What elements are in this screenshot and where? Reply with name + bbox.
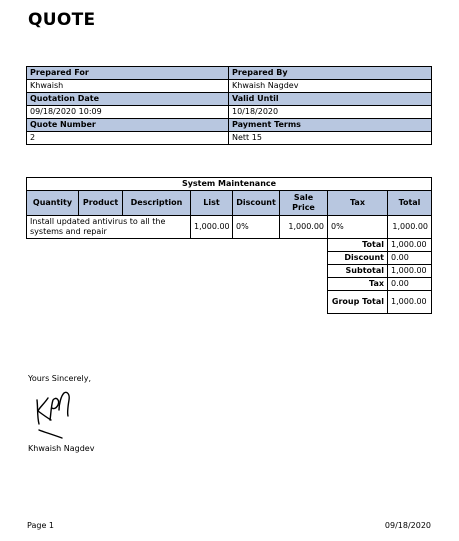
table-row (27, 216, 432, 239)
signature-image (28, 386, 78, 440)
col-header-product: Product (79, 191, 123, 216)
item-total: 1,000.00 (388, 216, 432, 239)
tax-value: 0.00 (388, 278, 432, 291)
subtotal-label: Subtotal (328, 265, 388, 278)
quote-number-label: Quote Number (27, 119, 229, 132)
valid-until-value: 10/18/2020 (229, 106, 432, 119)
col-header-list: List (191, 191, 233, 216)
discount-label: Discount (328, 252, 388, 265)
valid-until-label: Valid Until (229, 93, 432, 106)
payment-terms-value: Nett 15 (229, 132, 432, 145)
quotation-date-value: 09/18/2020 10:09 (27, 106, 229, 119)
closing-text: Yours Sincerely, (28, 374, 92, 383)
quote-number-value: 2 (27, 132, 229, 145)
item-discount: 0% (233, 216, 280, 239)
footer-date: 09/18/2020 (384, 521, 431, 530)
col-header-discount: Discount (233, 191, 280, 216)
page-number: Page 1 (27, 521, 54, 530)
item-tax: 0% (328, 216, 388, 239)
line-items-table (26, 177, 432, 314)
item-description: Install updated antivirus to all the systems and repair (27, 216, 191, 239)
col-header-sale-price: Sale Price (280, 191, 328, 216)
group-total-value: 1,000.00 (388, 291, 432, 314)
subtotal-value: 1,000.00 (388, 265, 432, 278)
item-list: 1,000.00 (191, 216, 233, 239)
col-header-tax: Tax (328, 191, 388, 216)
payment-terms-label: Payment Terms (229, 119, 432, 132)
prepared-by-label: Prepared By (229, 67, 432, 80)
item-sale-price: 1,000.00 (280, 216, 328, 239)
signer-name: Khwaish Nagdev (28, 444, 95, 453)
col-header-description: Description (123, 191, 191, 216)
quote-title: QUOTE (28, 10, 96, 30)
prepared-by-value: Khwaish Nagdev (229, 80, 432, 93)
quotation-date-label: Quotation Date (27, 93, 229, 106)
prepared-for-label: Prepared For (27, 67, 229, 80)
discount-value: 0.00 (388, 252, 432, 265)
group-total-label: Group Total (328, 291, 388, 314)
total-label: Total (328, 239, 388, 252)
col-header-quantity: Quantity (27, 191, 79, 216)
col-header-total: Total (388, 191, 432, 216)
quote-info-table (26, 66, 432, 145)
section-title: System Maintenance (27, 178, 432, 191)
total-value: 1,000.00 (388, 239, 432, 252)
prepared-for-value: Khwaish (27, 80, 229, 93)
tax-label: Tax (328, 278, 388, 291)
